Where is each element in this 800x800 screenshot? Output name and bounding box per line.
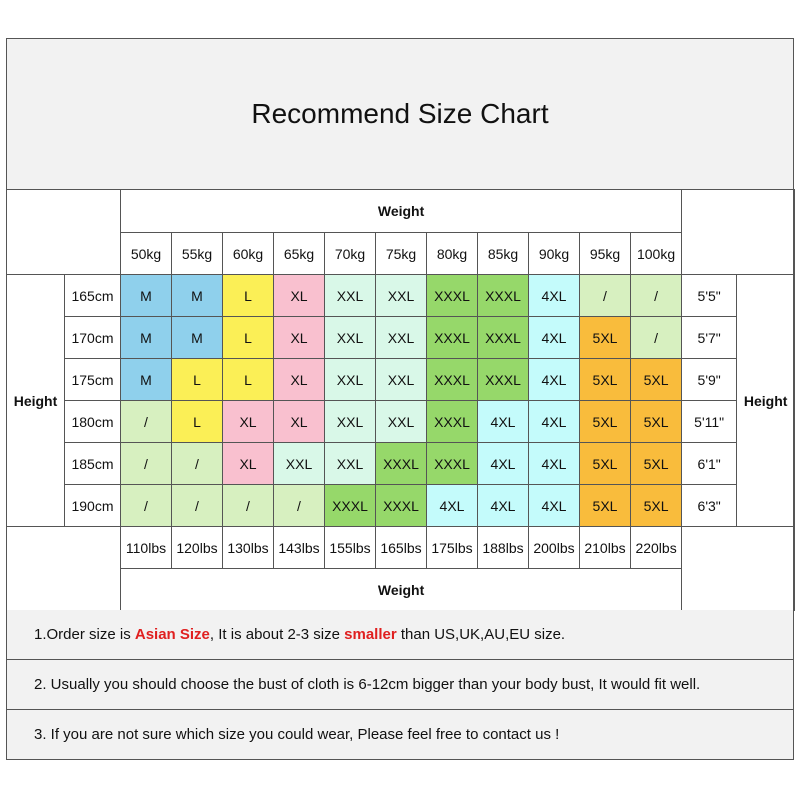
size-cell: 5XL (631, 359, 682, 401)
height-cm: 180cm (65, 401, 121, 443)
size-cell: 5XL (580, 317, 631, 359)
height-ft: 5'9" (682, 359, 737, 401)
size-cell: XXXL (478, 275, 529, 317)
size-cell: XXXL (427, 275, 478, 317)
size-cell: 5XL (631, 401, 682, 443)
weight-lbs-header: 120lbs (172, 527, 223, 569)
weight-lbs-header: 200lbs (529, 527, 580, 569)
size-cell: 4XL (529, 443, 580, 485)
title-banner (6, 38, 794, 190)
corner-top-left (7, 190, 121, 275)
size-cell: XXXL (427, 359, 478, 401)
weight-lbs-header: 143lbs (274, 527, 325, 569)
size-cell: / (223, 485, 274, 527)
height-ft: 5'7" (682, 317, 737, 359)
weight-header-bottom: Weight (121, 569, 682, 611)
weight-kg-header: 95kg (580, 233, 631, 275)
size-cell: M (172, 275, 223, 317)
weight-header-top: Weight (121, 190, 682, 233)
note1-asian-size: Asian Size (134, 626, 210, 643)
size-cell: XXL (325, 443, 376, 485)
note-bust (6, 660, 794, 710)
weight-lbs-header: 110lbs (121, 527, 172, 569)
size-chart-table (6, 189, 795, 611)
size-cell: XXXL (427, 443, 478, 485)
weight-kg-header: 55kg (172, 233, 223, 275)
size-cell: 4XL (478, 401, 529, 443)
weight-lbs-header: 155lbs (325, 527, 376, 569)
size-cell: / (580, 275, 631, 317)
size-cell: L (223, 317, 274, 359)
weight-lbs-header: 130lbs (223, 527, 274, 569)
size-cell: 5XL (631, 443, 682, 485)
weight-lbs-header: 175lbs (427, 527, 478, 569)
note1-part-a: 1.Order size is (34, 626, 135, 643)
size-cell: 4XL (529, 401, 580, 443)
size-cell: M (172, 317, 223, 359)
height-ft: 5'11" (682, 401, 737, 443)
note3-text: 3. If you are not sure which size you could wear, Please feel free to contact us ! (34, 726, 560, 743)
weight-lbs-header: 210lbs (580, 527, 631, 569)
size-cell: L (172, 401, 223, 443)
size-cell: XXL (376, 359, 427, 401)
height-cm: 185cm (65, 443, 121, 485)
size-cell: / (274, 485, 325, 527)
size-cell: XXL (376, 275, 427, 317)
size-cell: / (631, 317, 682, 359)
size-cell: 5XL (580, 401, 631, 443)
page-title: Recommend Size Chart (251, 98, 549, 129)
weight-lbs-header: 220lbs (631, 527, 682, 569)
height-label-left: Height (7, 275, 65, 527)
size-cell: XL (274, 359, 325, 401)
size-cell: XXXL (427, 317, 478, 359)
size-cell: M (121, 275, 172, 317)
height-ft: 5'5" (682, 275, 737, 317)
height-cm: 170cm (65, 317, 121, 359)
weight-kg-header: 65kg (274, 233, 325, 275)
weight-kg-header: 80kg (427, 233, 478, 275)
weight-kg-header: 50kg (121, 233, 172, 275)
weight-lbs-header: 188lbs (478, 527, 529, 569)
note1-part-e: than US,UK,AU,EU size. (396, 626, 566, 643)
size-cell: 5XL (580, 443, 631, 485)
size-cell: XL (223, 401, 274, 443)
size-cell: / (121, 485, 172, 527)
size-cell: 5XL (580, 359, 631, 401)
size-cell: XXL (376, 401, 427, 443)
height-ft: 6'1" (682, 443, 737, 485)
size-cell: / (631, 275, 682, 317)
size-cell: 5XL (580, 485, 631, 527)
height-cm: 175cm (65, 359, 121, 401)
height-cm: 165cm (65, 275, 121, 317)
weight-kg-header: 85kg (478, 233, 529, 275)
size-cell: XXXL (325, 485, 376, 527)
size-cell: 4XL (529, 317, 580, 359)
size-cell: 5XL (631, 485, 682, 527)
note2-text: 2. Usually you should choose the bust of cloth is 6-12cm bigger than your body bust, It would fit well. (34, 676, 701, 693)
size-cell: XXXL (478, 317, 529, 359)
size-cell: L (223, 359, 274, 401)
size-cell: 4XL (478, 443, 529, 485)
height-cm: 190cm (65, 485, 121, 527)
size-cell: L (172, 359, 223, 401)
size-cell: XXL (325, 401, 376, 443)
height-label-right: Height (737, 275, 795, 527)
note1-text (34, 626, 565, 643)
size-cell: L (223, 275, 274, 317)
corner-bottom-right (682, 527, 795, 611)
size-cell: XXL (376, 317, 427, 359)
size-cell: 4XL (529, 485, 580, 527)
size-cell: XL (274, 317, 325, 359)
size-cell: 4XL (529, 275, 580, 317)
note-order-size (6, 610, 794, 660)
weight-lbs-header: 165lbs (376, 527, 427, 569)
size-cell: XXXL (478, 359, 529, 401)
size-cell: XXL (325, 317, 376, 359)
note1-part-c: , It is about 2-3 size (209, 626, 345, 643)
weight-kg-header: 70kg (325, 233, 376, 275)
size-cell: / (121, 443, 172, 485)
corner-top-right (682, 190, 795, 275)
size-cell: XL (223, 443, 274, 485)
size-cell: XL (274, 275, 325, 317)
height-ft: 6'3" (682, 485, 737, 527)
note-contact (6, 710, 794, 760)
size-cell: M (121, 317, 172, 359)
size-cell: / (172, 485, 223, 527)
size-cell: / (121, 401, 172, 443)
size-cell: XXL (274, 443, 325, 485)
weight-kg-header: 60kg (223, 233, 274, 275)
corner-bottom-left (7, 527, 121, 611)
size-cell: XXXL (427, 401, 478, 443)
size-cell: XXL (325, 275, 376, 317)
size-cell: 4XL (427, 485, 478, 527)
weight-kg-header: 100kg (631, 233, 682, 275)
weight-kg-header: 90kg (529, 233, 580, 275)
weight-kg-header: 75kg (376, 233, 427, 275)
size-cell: / (172, 443, 223, 485)
size-cell: XXXL (376, 443, 427, 485)
size-cell: XL (274, 401, 325, 443)
size-cell: XXL (325, 359, 376, 401)
notes-section (6, 610, 794, 760)
size-cell: 4XL (529, 359, 580, 401)
size-cell: XXXL (376, 485, 427, 527)
size-cell: 4XL (478, 485, 529, 527)
note1-smaller: smaller (344, 626, 397, 643)
size-cell: M (121, 359, 172, 401)
